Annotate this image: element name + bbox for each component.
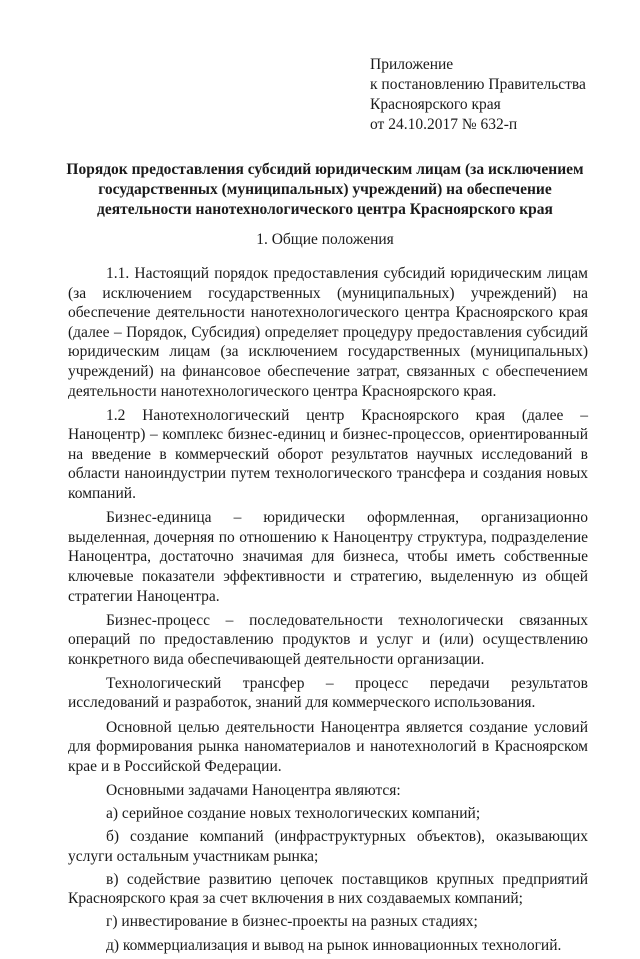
- appendix-line-4: от 24.10.2017 № 632-п: [370, 116, 518, 133]
- title-line-3: деятельности нанотехнологического центра Красноярского края: [97, 201, 553, 218]
- paragraph-main-goal: Основной целью деятельности Наноцентра является создание условий для формирования рынка наноматериалов и нанотехнологий в Красноярском крае и в Российской Федерации.: [68, 718, 588, 775]
- list-item-a: а) серийное создание новых технологических компаний;: [106, 804, 481, 822]
- paragraph-1-1: 1.1. Настоящий порядок предоставления субсидий юридическим лицам (за исключением государственных (муниципальных) учреждений) на обеспечение деятельности нанотехнологического центра Красноярского края (далее – Порядок, Субсидия) определяет процедуру предоставления субсидий юридическим лицам (за исключением государственных (муниципальных) учреждений) на финансовое обеспечение затрат, связанных с обеспечением деятельности нанотехнологического центра Красноярского края.: [68, 265, 588, 400]
- section-heading: 1. Общие положения: [256, 231, 394, 248]
- list-item-c: в) содействие развитию цепочек поставщиков крупных предприятий Красноярского края за счет включения в них создаваемых компаний;: [68, 870, 588, 908]
- list-item-d: г) инвестирование в бизнес-проекты на разных стадиях;: [106, 913, 478, 931]
- paragraph-tech-transfer: Технологический трансфер – процесс передачи результатов исследований и разработок, знаний для коммерческого использования.: [68, 674, 588, 712]
- list-item-e: д) коммерциализация и вывод на рынок инновационных технологий.: [106, 936, 562, 954]
- paragraph-business-unit: Бизнес-единица – юридически оформленная, организационно выделенная, дочерняя по отношению к Наноцентру структура, подразделение Наноцентра, достаточно значимая для бизнеса, чтобы иметь собственные ключевые показатели эффективности и стратегию, выделенную из общей стратегии Наноцентра.: [68, 509, 588, 605]
- appendix-line-3: Красноярского края: [370, 96, 501, 113]
- appendix-line-2: к постановлению Правительства: [370, 76, 586, 93]
- list-item-b: б) создание компаний (инфраструктурных объектов), оказывающих услуги остальным участникам рынка;: [68, 828, 588, 865]
- document-body: [68, 264, 588, 959]
- appendix-line-1: Приложение: [370, 56, 454, 73]
- paragraph-1-2: 1.2 Нанотехнологический центр Красноярского края (далее – Наноцентр) – комплекс бизнес-единиц и бизнес-процессов, ориентированный на введение в коммерческий оборот результатов научных исследований в области наноиндустрии путем технологического трансфера и создания новых компаний.: [68, 406, 588, 503]
- appendix-block: [370, 55, 586, 135]
- paragraph-business-process: Бизнес-процесс – последовательности технологически связанных операций по предоставлению продуктов и услуг и (или) осуществлению конкретного вида обеспечивающей деятельности организации.: [68, 611, 588, 668]
- title-line-2: государственных (муниципальных) учреждений) на обеспечение: [98, 181, 552, 198]
- title-line-1: Порядок предоставления субсидий юридическим лицам (за исключением: [66, 161, 584, 178]
- document-title: [60, 160, 590, 220]
- paragraph-tasks-intro: Основными задачами Наноцентра являются:: [106, 781, 401, 799]
